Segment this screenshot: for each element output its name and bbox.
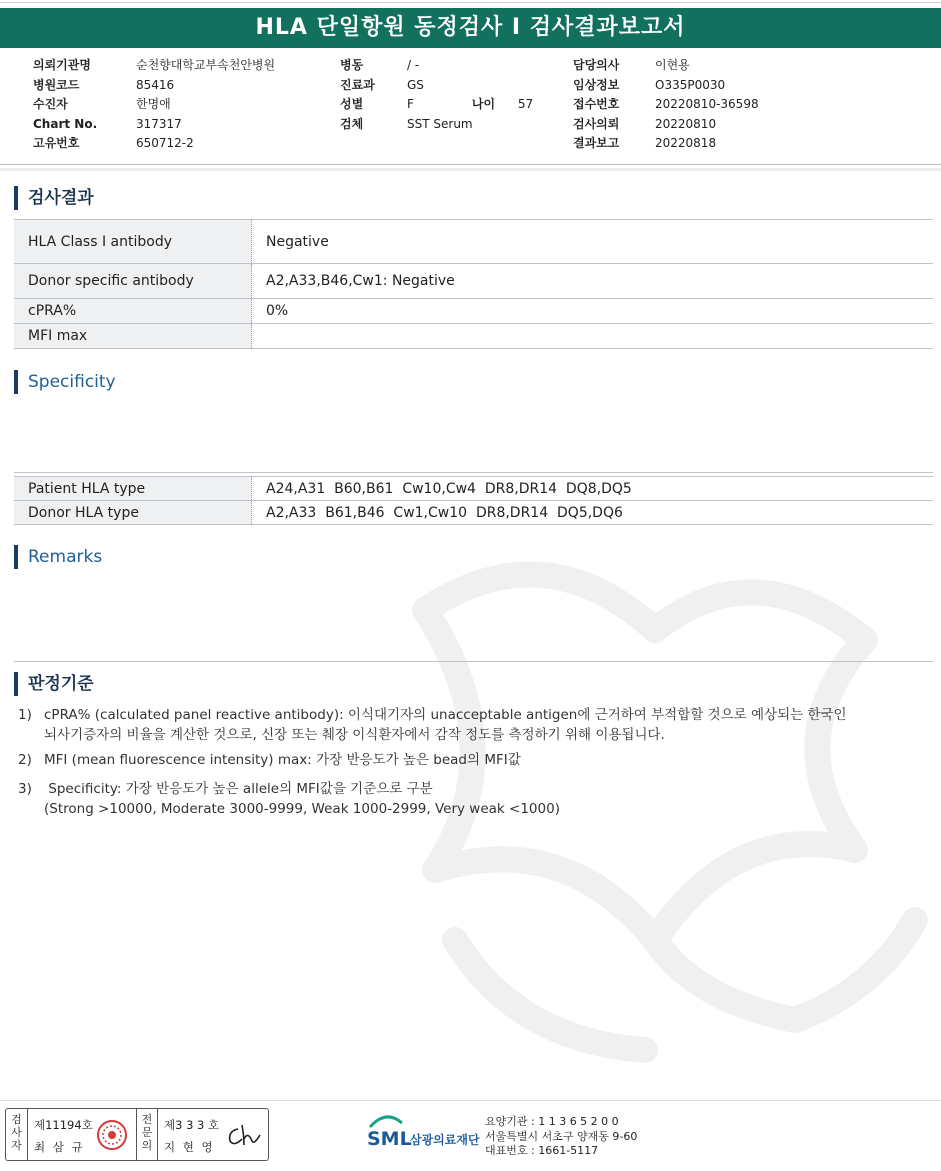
row-label: Donor specific antibody <box>14 264 252 298</box>
section-specificity-title: Specificity <box>14 370 116 394</box>
info-column-1 <box>33 56 275 154</box>
row-value: A2,A33 B61,B46 Cw1,Cw10 DR8,DR14 DQ5,DQ6 <box>266 504 623 521</box>
examiner-name: 최 삼 규 <box>34 1140 85 1154</box>
sml-logo-icon <box>366 1113 406 1129</box>
section-criteria-title: 판정기준 <box>14 672 94 696</box>
specificity-divider <box>14 472 933 473</box>
info-row: 병원코드 85416 <box>33 77 175 92</box>
info-row: 의뢰기관명 순천향대학교부속천안병원 <box>33 58 276 72</box>
header-band <box>0 168 941 171</box>
row-label: cPRA% <box>14 299 252 323</box>
report-title: HLA 단일항원 동정검사 I 검사결과보고서 <box>0 8 941 48</box>
info-row: 성별 F 나이 57 <box>340 95 533 115</box>
examiner-number: 제11194호 <box>34 1118 93 1132</box>
table-row <box>14 501 933 525</box>
header-divider <box>0 164 941 165</box>
section-remarks-title: Remarks <box>14 545 102 569</box>
age-value: 57 <box>517 97 534 111</box>
table-row <box>14 220 933 264</box>
row-value: Negative <box>266 233 329 250</box>
row-label: MFI max <box>14 324 252 348</box>
signature-box <box>5 1108 269 1161</box>
organization-address: 요양기관 : 1 1 3 6 5 2 0 0 서울특별시 서초구 양재동 9-60 대표번호 : 1661-5117 <box>485 1115 638 1157</box>
info-row: 임상정보 O335P0030 <box>573 77 726 92</box>
specialist-label: 전문의 <box>136 1109 158 1160</box>
row-label: Donor HLA type <box>14 501 252 524</box>
info-row: 접수번호 20220810-36598 <box>573 97 759 111</box>
sml-logo-text: SML <box>367 1128 412 1150</box>
info-row: 검체 SST Serum <box>340 116 473 131</box>
info-row: 진료과 GS <box>340 77 424 92</box>
row-label: Patient HLA type <box>14 477 252 500</box>
info-row: 검사의뢰 20220810 <box>573 116 717 131</box>
seal-stamp-icon <box>96 1119 128 1151</box>
remarks-divider <box>14 661 933 662</box>
row-value: A24,A31 B60,B61 Cw10,Cw4 DR8,DR14 DQ8,DQ5 <box>266 480 632 497</box>
criteria-item: 3) Specificity: 가장 반응도가 높은 allele의 MFI값을 기준으로 구분 (Strong >10000, Moderate 3000-9999, Weak 1000-2999, Very weak <1000) <box>18 781 560 817</box>
info-column-2 <box>340 56 533 134</box>
age-label: 나이 <box>471 97 496 111</box>
info-row: 수진자 한명애 <box>33 97 171 111</box>
info-row: 병동 / - <box>340 58 420 72</box>
row-label: HLA Class I antibody <box>14 220 252 263</box>
specialist-name: 지 현 영 <box>164 1140 215 1154</box>
table-row <box>14 299 933 324</box>
info-row: 결과보고 20220818 <box>573 136 717 150</box>
criteria-item: 1) cPRA% (calculated panel reactive antibody): 이식대기자의 unacceptable antigen에 근거하여 부적합할 것으로 예상되는 한국인 뇌사기증자의 비율을 계산한 것으로, 신장 또는 췌장 이식환자에서 감작 정도를 측정하기 위해 이용됩니다. <box>18 707 847 743</box>
signature-icon <box>224 1121 264 1151</box>
table-row <box>14 324 933 349</box>
table-row <box>14 264 933 299</box>
criteria-item: 2) MFI (mean fluorescence intensity) max: 가장 반응도가 높은 bead의 MFI값 <box>18 752 521 768</box>
row-value: 0% <box>266 303 289 319</box>
section-results-title: 검사결과 <box>14 186 94 210</box>
info-row: 담당의사 이현용 <box>573 58 690 72</box>
organization-name: 삼광의료재단 <box>410 1133 480 1147</box>
specialist-number: 제3 3 3 호 <box>164 1118 220 1132</box>
top-border <box>0 2 941 3</box>
footer-divider <box>0 1100 941 1101</box>
info-row: Chart No. 317317 <box>33 116 182 131</box>
info-column-3 <box>573 56 759 154</box>
row-value: A2,A33,B46,Cw1: Negative <box>266 273 455 289</box>
examiner-label: 검사자 <box>6 1109 28 1160</box>
hla-type-table <box>14 476 933 525</box>
row-value <box>252 324 933 348</box>
info-row: 고유번호 650712-2 <box>33 136 194 150</box>
results-table <box>14 219 933 349</box>
table-row <box>14 477 933 501</box>
